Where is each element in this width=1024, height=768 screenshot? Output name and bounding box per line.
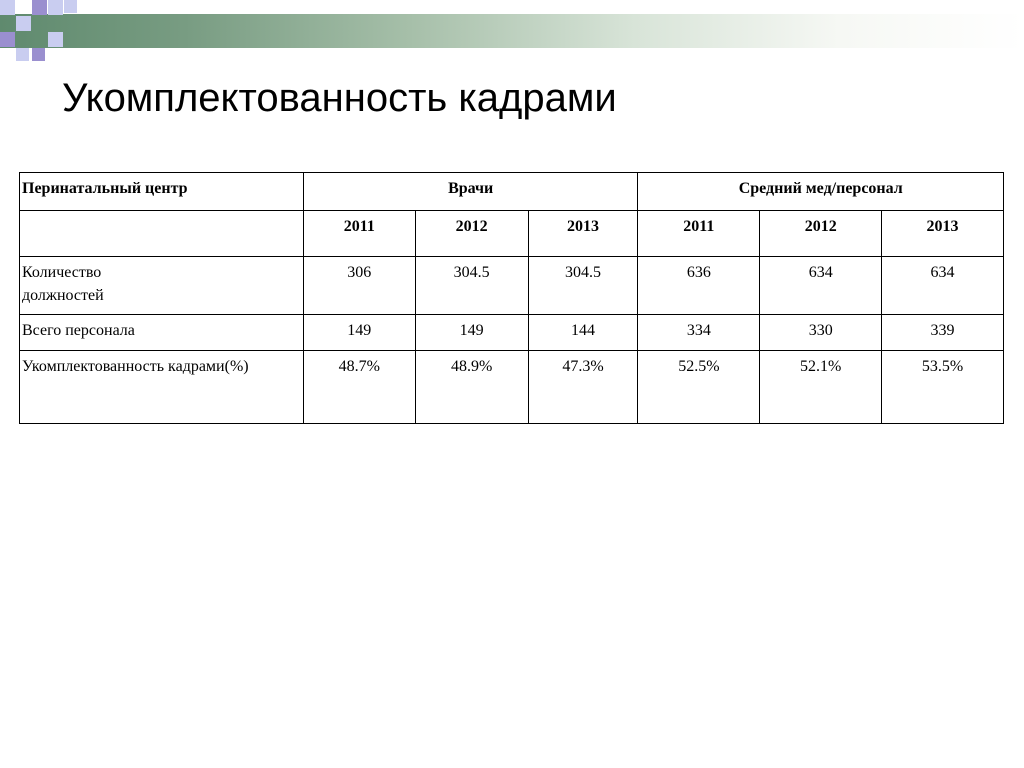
table-cell: 330	[760, 315, 882, 351]
empty-cell	[20, 211, 304, 257]
table-corner-label: Перинатальный центр	[20, 173, 304, 211]
decorative-band	[0, 14, 1024, 48]
table-cell: 304.5	[528, 257, 638, 315]
table-cell: 149	[415, 315, 528, 351]
table-cell: 48.7%	[303, 351, 415, 424]
table-cell: 304.5	[415, 257, 528, 315]
row-label-line2: должностей	[22, 287, 104, 304]
year-header: 2011	[303, 211, 415, 257]
table-row	[20, 257, 1004, 315]
table-cell: 634	[760, 257, 882, 315]
year-header: 2012	[415, 211, 528, 257]
table-row	[20, 315, 1004, 351]
table-cell: 52.5%	[638, 351, 760, 424]
table-cell: 47.3%	[528, 351, 638, 424]
decorative-squares-icon	[0, 0, 90, 70]
table-cell: 149	[303, 315, 415, 351]
table-cell: 306	[303, 257, 415, 315]
table-cell: 48.9%	[415, 351, 528, 424]
year-header: 2011	[638, 211, 760, 257]
table-years-row	[20, 211, 1004, 257]
row-label: Всего персонала	[20, 315, 304, 351]
slide-title: Укомплектованность кадрами	[62, 76, 617, 120]
row-label-line1: Количество	[22, 264, 102, 281]
staffing-table	[19, 172, 1004, 424]
table-cell: 339	[882, 315, 1004, 351]
year-header: 2013	[528, 211, 638, 257]
group-header-nurses: Средний мед/персонал	[638, 173, 1004, 211]
table-cell: 634	[882, 257, 1004, 315]
table-cell: 334	[638, 315, 760, 351]
table-row	[20, 351, 1004, 424]
row-label: Укомплектованность кадрами(%)	[20, 351, 304, 424]
table-cell: 144	[528, 315, 638, 351]
table-cell: 53.5%	[882, 351, 1004, 424]
year-header: 2012	[760, 211, 882, 257]
table-cell: 636	[638, 257, 760, 315]
group-header-doctors: Врачи	[303, 173, 638, 211]
row-label	[20, 257, 304, 315]
year-header: 2013	[882, 211, 1004, 257]
table-header-row	[20, 173, 1004, 211]
table-cell: 52.1%	[760, 351, 882, 424]
